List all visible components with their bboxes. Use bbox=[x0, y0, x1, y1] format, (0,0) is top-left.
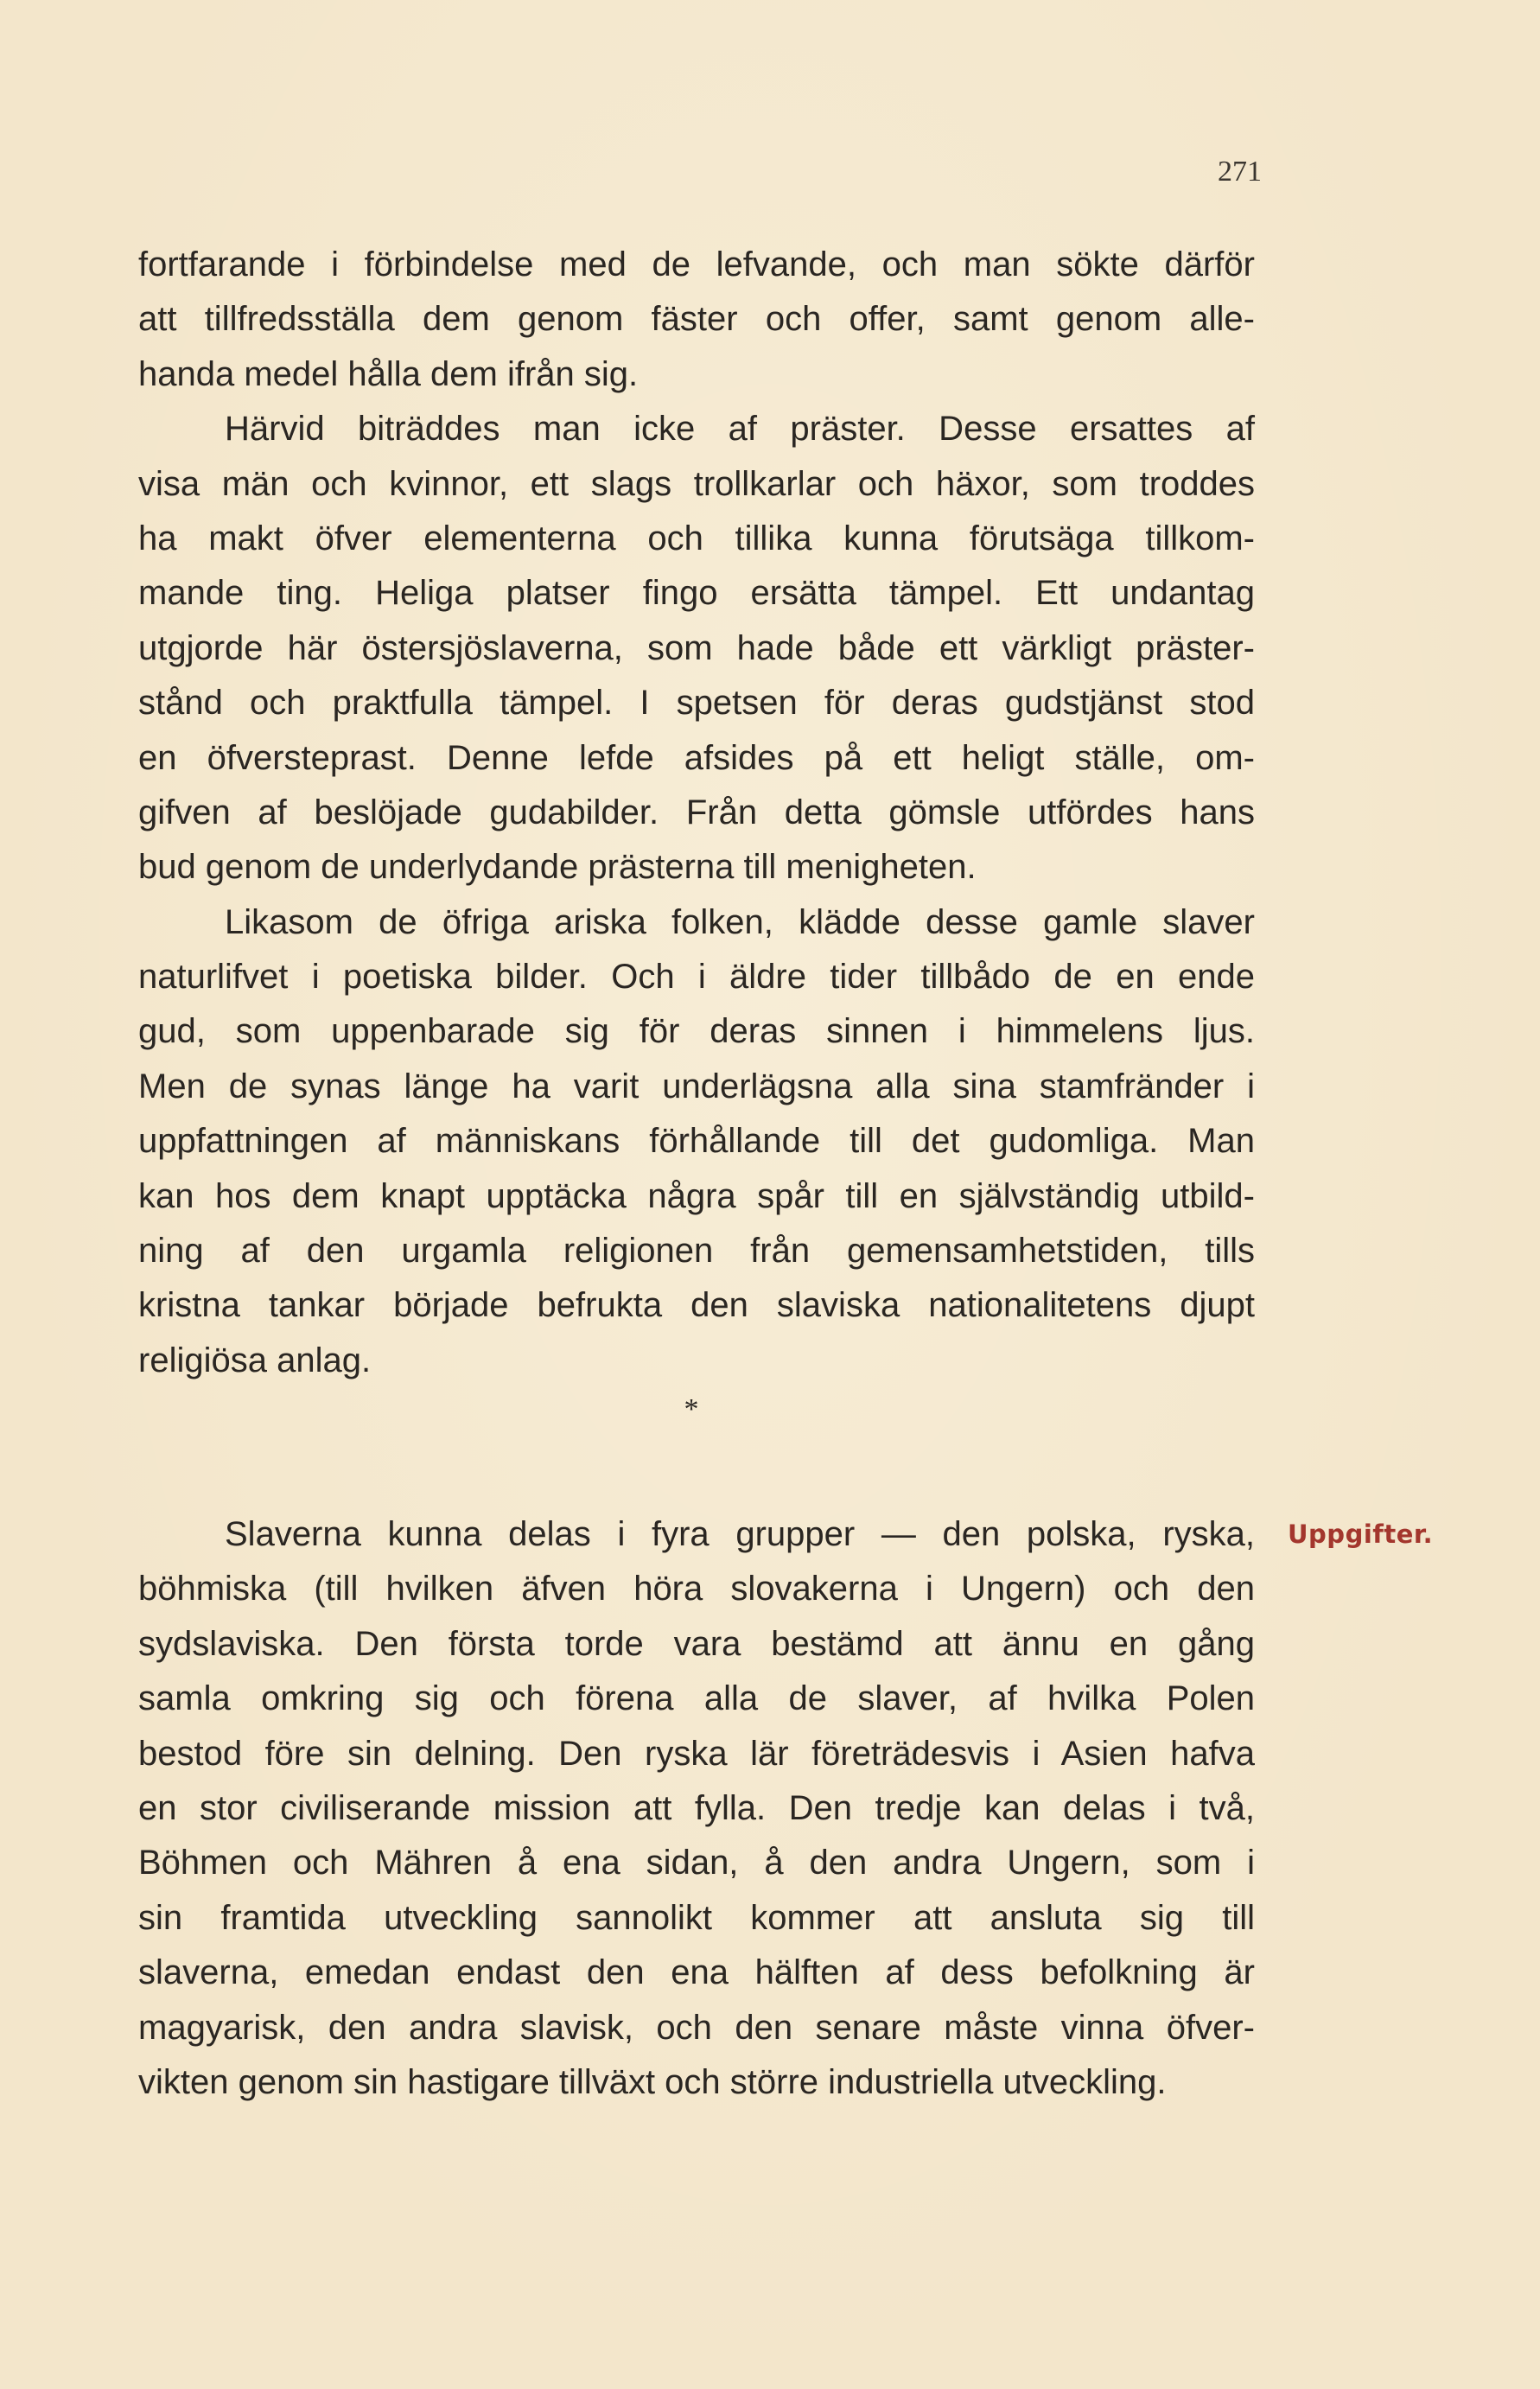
text-line: att tillfredsställa dem genom fäster och offer, samt genom alle- bbox=[138, 300, 1255, 339]
text-line: magyarisk, den andra slavisk, och den senare måste vinna öfver- bbox=[138, 2008, 1255, 2047]
text-line: religiösa anlag. bbox=[138, 1341, 372, 1379]
paragraph-block-1 bbox=[138, 238, 1255, 1388]
text-line: bestod före sin delning. Den ryska lär företrädesvis i Asien hafva bbox=[138, 1734, 1255, 1773]
text-line: naturlifvet i poetiska bilder. Och i äldre tider tillbådo de en ende bbox=[138, 958, 1255, 997]
text-line: vikten genom sin hastigare tillväxt och större industriella utveckling. bbox=[138, 2062, 1167, 2101]
text-line: visa män och kvinnor, ett slags trollkarlar och häxor, som troddes bbox=[138, 464, 1255, 503]
text-line: Härvid biträddes man icke af präster. Desse ersattes af bbox=[225, 410, 1255, 449]
text-line: en stor civiliserande mission att fylla. Den tredje kan delas i två, bbox=[138, 1788, 1255, 1827]
text-line: utgjorde här östersjöslaverna, som hade både ett värkligt präster- bbox=[138, 628, 1255, 667]
section-separator: * bbox=[684, 1393, 699, 1425]
text-line: fortfarande i förbindelse med de lefvande, och man sökte därför bbox=[138, 245, 1255, 283]
paragraph-block-2 bbox=[138, 1507, 1255, 2110]
text-line: mande ting. Heliga platser fingo ersätta tämpel. Ett undantag bbox=[138, 574, 1255, 613]
text-line: uppfattningen af människans förhållande till det gudomliga. Man bbox=[138, 1122, 1255, 1161]
text-line: ning af den urgamla religionen från gemensamhetstiden, tills bbox=[138, 1232, 1255, 1271]
text-line: Böhmen och Mähren å ena sidan, å den andra Ungern, som i bbox=[138, 1844, 1255, 1883]
text-line: kristna tankar började befrukta den slaviska nationalitetens djupt bbox=[138, 1286, 1255, 1325]
text-line: kan hos dem knapt upptäcka några spår till en självständig utbild- bbox=[138, 1176, 1255, 1215]
text-line: en öfversteprast. Denne lefde afsides på ett heligt ställe, om- bbox=[138, 738, 1255, 777]
text-line: Likasom de öfriga ariska folken, klädde desse gamle slaver bbox=[225, 902, 1255, 941]
text-line: böhmiska (till hvilken äfven höra slovakerna i Ungern) och den bbox=[138, 1570, 1255, 1609]
text-line: handa medel hålla dem ifrån sig. bbox=[138, 354, 639, 393]
text-line: samla omkring sig och förena alla de slaver, af hvilka Polen bbox=[138, 1679, 1255, 1718]
text-line: gifven af beslöjade gudabilder. Från detta gömsle utfördes hans bbox=[138, 793, 1255, 831]
page-number: 271 bbox=[1218, 156, 1262, 188]
text-line: stånd och praktfulla tämpel. I spetsen för deras gudstjänst stod bbox=[138, 684, 1255, 723]
text-line: slaverna, emedan endast den ena hälften af dess befolkning är bbox=[138, 1953, 1255, 1992]
text-line: bud genom de underlydande prästerna till menigheten. bbox=[138, 848, 977, 887]
text-line: Slaverna kunna delas i fyra grupper — den polska, ryska, bbox=[225, 1515, 1255, 1553]
margin-note: Uppgifter. bbox=[1288, 1519, 1434, 1549]
text-line: ha makt öfver elementerna och tillika kunna förutsäga tillkom- bbox=[138, 519, 1255, 557]
text-line: gud, som uppenbarade sig för deras sinnen i himmelens ljus. bbox=[138, 1012, 1255, 1051]
text-line: sin framtida utveckling sannolikt kommer att ansluta sig till bbox=[138, 1898, 1255, 1937]
text-line: sydslaviska. Den första torde vara bestämd att ännu en gång bbox=[138, 1624, 1255, 1663]
text-line: Men de synas länge ha varit underlägsna alla sina stamfränder i bbox=[138, 1067, 1255, 1105]
